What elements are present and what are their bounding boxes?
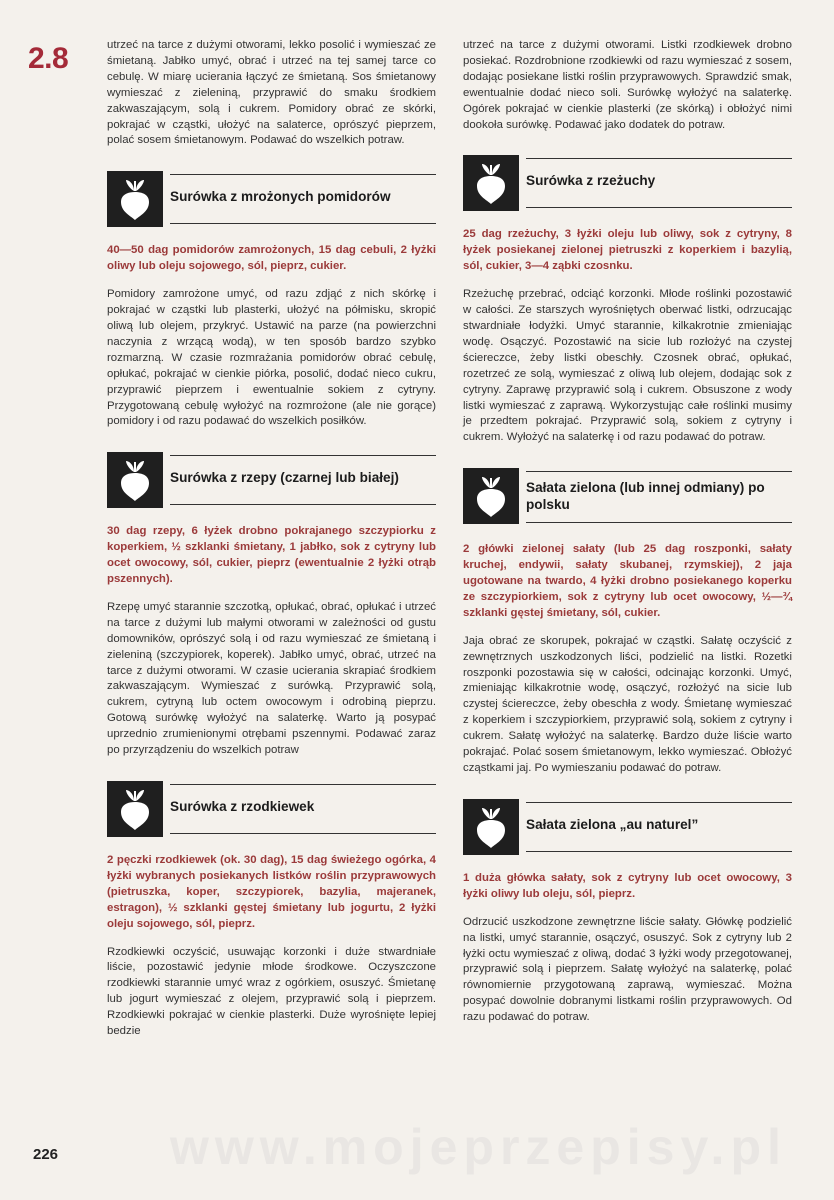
divider [526, 851, 792, 852]
vegetable-icon [463, 155, 519, 211]
divider [526, 158, 792, 159]
recipe-header [107, 171, 436, 227]
continued-text: utrzeć na tarce z dużymi otworami, lekko posolić i wymieszać ze śmietaną. Jabłko umyć, obrać i utrzeć na tej samej tarce co cebulę. W miarę ucierania łączyć ze śmietaną. Sos śmietanowy wymieszać z zieleniną, przyprawić do smaku środkiem zakwaszającym, solą i cukrem. Pomidory obrać ze skórki, pokrajać w cząstki, ułożyć na salaterce, oprószyć pieprzem, polać sosem śmietanowym. Podawać do wszelkich potraw. [107, 39, 436, 147]
recipe-method: Odrzucić uszkodzone zewnętrzne liście sałaty. Główkę podzielić na listki, umyć starannie, osączyć, osuszyć. Sok z cytryny lub 2 łyżki octu wymieszać z oliwą, dodać 3 łyżki wody przegotowanej, przyprawić solą i pieprzem. Sałatę wyłożyć na salaterkę, polać równomiernie przygotowaną zaprawą, wymieszać. Można posypać dowolnie dobranymi listkami roślin przyprawowych. Od razu podawać do potraw. [463, 915, 792, 1024]
recipe-ingredients: 1 duża główka sałaty, sok z cytryny lub ocet owocowy, 3 łyżki oliwy lub oleju, sól, pieprz. [463, 871, 792, 900]
recipe-ingredients: 30 dag rzepy, 6 łyżek drobno pokrajanego szczypiorku z koperkiem, ½ szklanki śmietany, 1 jabłko, sok z cytryny lub ocet owocowy, sól, cukier, pieprz (ewentualnie 2 łyżki otrąb pszennych). [107, 525, 436, 586]
divider [526, 802, 792, 803]
divider [526, 471, 792, 472]
divider [526, 207, 792, 208]
recipe-ingredients: 40—50 dag pomidorów zamrożonych, 15 dag cebuli, 2 łyżki oliwy lub oleju sojowego, sól, pieprz, cukier. [107, 244, 436, 273]
recipe-ingredients: 2 pęczki rzodkiewek (ok. 30 dag), 15 dag świeżego ogórka, 4 łyżki wybranych posiekanych listków roślin przyprawowych (pietruszka, koper, szczypiorek, bazylia, majeranek, estragon), ½ szklanki gęstej śmietany lub jogurtu, 2 łyżki oleju sojowego, sól, pieprz. [107, 854, 436, 930]
recipe-ingredients: 2 główki zielonej sałaty (lub 25 dag roszponki, sałaty kruchej, endywii, sałaty skubanej, rzymskiej), 2 jaja ugotowane na twardo, 4 łyżki drobno posiekanego koperku ze szczypiorkiem, sok z cytryny lub ocet owocowy, ½—¾ szklanki gęstej śmietany, sól, cukier. [463, 543, 792, 619]
recipe-title: Surówka z rzeżuchy [526, 173, 656, 189]
recipe-method: Jaja obrać ze skorupek, pokrajać w cząstki. Sałatę oczyścić z zewnętrznych uszkodzonych liści, podzielić na listki. Rozetki roszponki pozostawia się w całości, odcinając korzonki. Umyć, zmieniając kilkakrotnie wodę, osączyć, rozłożyć na sicie lub czystej ściereczce, żeby obeschła z wody. Śmietanę wymieszać z koperkiem i szczypiorkiem, przyprawić solą, sokiem z cytryny i cukrem. Sałatę wyłożyć na salaterkę. Bardzo duże liście warto pokrajać. Polać sosem śmietanowym, lekko wymieszać. Obłożyć cząstkami jaj. Po wymieszaniu podawać do potraw. [463, 634, 792, 774]
divider [170, 504, 436, 505]
vegetable-icon [463, 799, 519, 855]
recipe-title: Surówka z rzepy (czarnej lub białej) [170, 470, 399, 486]
divider [526, 522, 792, 523]
page-number: 226 [33, 1146, 59, 1163]
recipe-method: Pomidory zamrożone umyć, od razu zdjąć z nich skórkę i pokrajać w cząstki lub plasterki, ułożyć na półmisku, skropić oliwą lub olejem, przykryć. Ustawić na parze (na powierzchni naczynia z wrzącą wodą), w ten sposób bardzo szybko rozmarzną. W czasie rozmrażania pomidorów obrać cebulę, opłukać, pokrajać w cienkie piórka, posolić, dodać nieco cukru, przyprawić pieprzem i ewentualnie sokiem z cytryny. Przygotowaną cebulę wyłożyć na rozmrożone (ale nie gorące) pomidory i od razu podawać do wszelkich posiłków. [107, 288, 436, 428]
recipe-header [463, 155, 792, 211]
divider [170, 174, 436, 175]
vegetable-icon [107, 452, 163, 508]
divider [170, 833, 436, 834]
continued-text: utrzeć na tarce z dużymi otworami. Listki rzodkiewek drobno posiekać. Rozdrobnione rzodkiewki od razu wymieszać z sosem, dodając posiekane listki roślin przyprawowych. Sprawdzić smak, ewentualnie dodać nieco soli. Surówkę wyłożyć na salaterkę. Ogórek pokrajać w cienkie plasterki (ze skórką) i obłożyć nimi dookoła surówkę. Podawać jako dodatek do potraw. [463, 39, 792, 131]
recipe-title: Surówka z mrożonych pomidorów [170, 189, 391, 205]
recipe-title: Sałata zielona „au naturel” [526, 816, 699, 832]
vegetable-icon [463, 468, 519, 524]
divider [170, 784, 436, 785]
divider [170, 455, 436, 456]
vegetable-icon [107, 781, 163, 837]
recipe-title: Sałata zielona (lub innej odmiany) po polsku [526, 480, 765, 513]
recipe-header [463, 468, 792, 526]
left-column [107, 38, 436, 1040]
watermark: www.mojeprzepisy.pl [170, 1119, 787, 1175]
recipe-header [107, 452, 436, 508]
vegetable-icon [107, 171, 163, 227]
recipe-method: Rzepę umyć starannie szczotką, opłukać, obrać, opłukać i utrzeć na tarce z dużymi lub małymi otworami w zależności od gustu domowników, oprószyć solą i od razu wymieszać ze śmietaną i zieleniną (szczypiorek, koperek). Jabłko umyć, obrać, utrzeć na tarce z dużymi otworami. W czasie ucierania skrapiać środkiem zakwaszającym. Wymieszać z surówką. Przyprawić solą, cukrem, cytryną lub octem owocowym i odrobiną pieprzu. Gotową surówkę wyłożyć na salaterkę. Warto ją posypać uprzednio zrumienionymi otrębami pszennymi. Podawać zaraz po przyrządzeniu do wszelkich potraw [107, 600, 436, 757]
recipe-method: Rzodkiewki oczyścić, usuwając korzonki i duże stwardniałe liście, pozostawić jedynie młode środkowe. Oczyszczone rzodkiewki starannie umyć wraz z ogórkiem, osuszyć. Śmietanę lub jogurt wymieszać z olejem, przyprawić solą i pieprzem. Rzodkiewki pokrajać w cienkie plasterki. Duże wyrośnięte lepiej bedzie [107, 945, 436, 1038]
recipe-header [107, 781, 436, 837]
recipe-ingredients: 25 dag rzeżuchy, 3 łyżki oleju lub oliwy, sok z cytryny, 8 łyżek posiekanej zielonej pietruszki z koperkiem i bazylią, sól, cukier, 3—4 ząbki czosnku. [463, 228, 792, 273]
recipe-method: Rzeżuchę przebrać, odciąć korzonki. Młode roślinki pozostawić w całości. Ze starszych wyrośniętych oberwać listki, odrzucając stwardniałe łodyżki. Umyć starannie, kilkakrotnie zmieniając wodę. Osączyć. Pozostawić na sicie lub rozłożyć na czystej ściereczce, żeby listki obeschły. Czosnek obrać, opłukać, rozetrzeć ze solą, wymieszać z oliwą lub olejem, dodając sok z cytryny. Zaprawę przyprawić solą i cukrem. Obsuszone z wody listki wymieszać z zaprawą. Wykorzystując całe roślinki musimy je przedtem pokrajać. Przyprawić solą, sokiem z cytryny i cukrem. Wyłożyć na salaterkę i od razu podawać do potraw. [463, 288, 792, 444]
recipe-title: Surówka z rzodkiewek [170, 799, 315, 814]
section-number: 2.8 [28, 42, 69, 75]
recipe-header [463, 799, 792, 855]
divider [170, 223, 436, 224]
right-column [463, 38, 792, 1026]
